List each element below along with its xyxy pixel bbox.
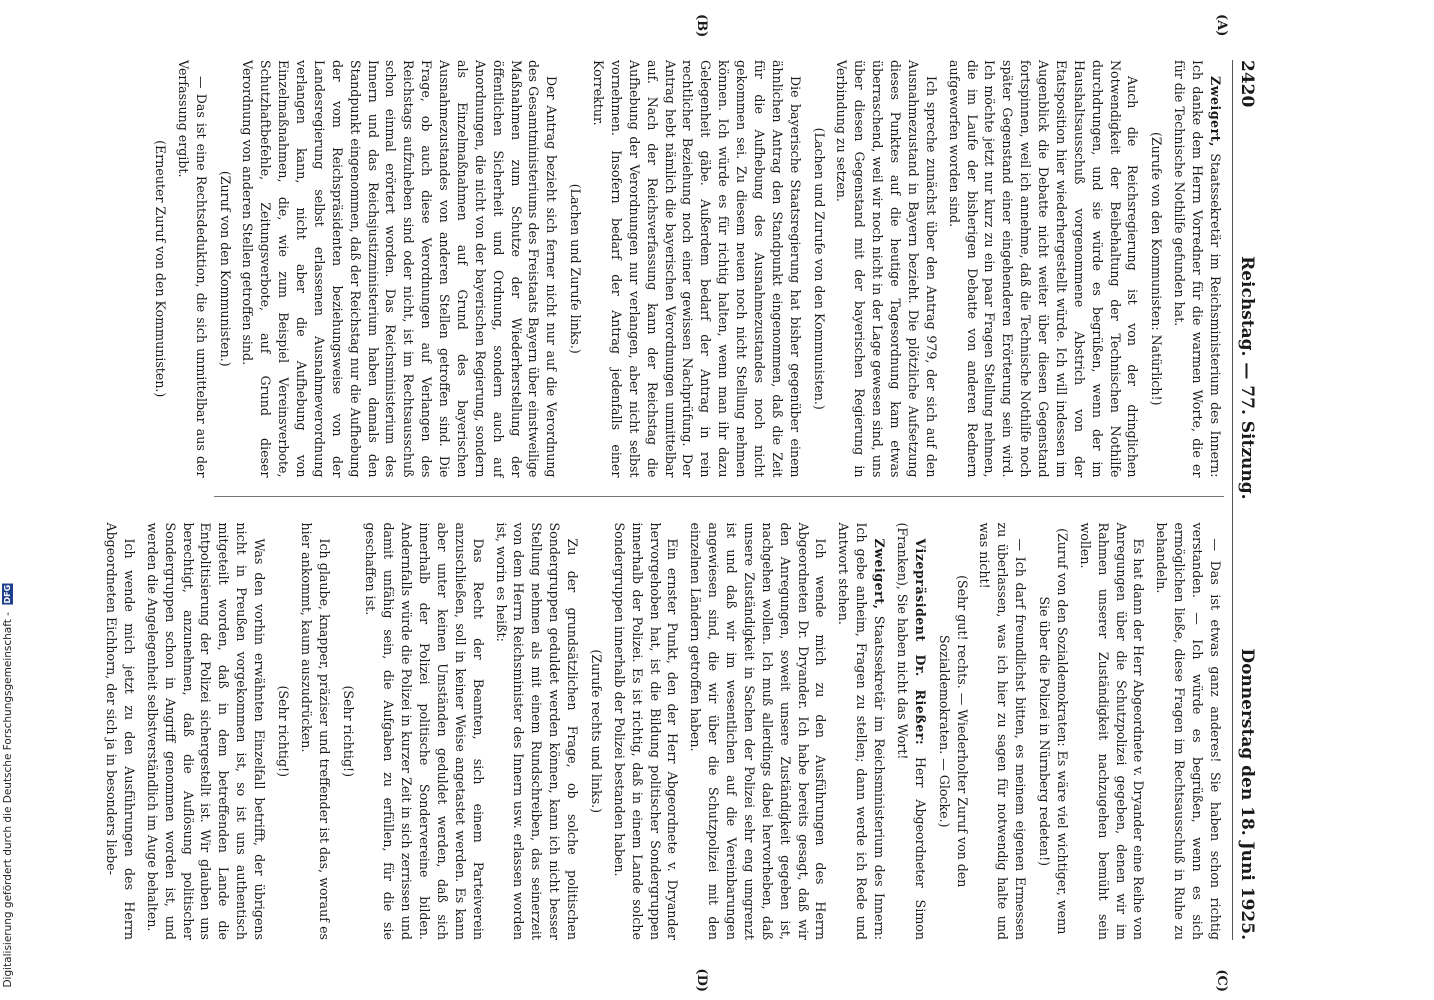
speaker-name: Zweigert, <box>1208 76 1223 147</box>
paragraph-text: (Lachen und Zurufe links.) <box>568 183 584 354</box>
credit-text: Digitalisierung gefördert durch die Deutsche Forschungsgemeinschaft - <box>2 612 14 988</box>
paragraph-text: (Lachen und Zurufe von den Kommunisten.) <box>811 127 827 410</box>
session-date: Donnerstag den 18. Juni 1925. <box>1237 648 1257 940</box>
interjection <box>935 523 971 941</box>
dfg-logo: DFG <box>3 585 12 605</box>
paragraph-text: Das Recht der Beamten, sich einem Parteiverein anzuschließen, soll in keiner Weise angetastet werden. Es kann aber unter keinen Umständen geduldet werden, daß sich innerhalb der Polizei politische Sondervereine bilden. Andernfalls würde die Polizei in kurzer Zeit in sich zerrissen und damit unfähig sein, die Aufgaben zu erfüllen, für die sie geschaffen ist. <box>363 522 486 940</box>
speaker-name: Vizepräsident Dr. Rießer: <box>912 538 928 746</box>
speech-paragraph <box>1170 60 1224 478</box>
margin-marker-b: (B) <box>694 14 709 38</box>
body-paragraph <box>362 523 487 941</box>
interjection <box>566 60 584 478</box>
paragraph-text: Ich wende mich zu den Ausführungen des Herrn Abgeordneten Dr. Dryander. Ich habe bereits gesagt, daß wir den Anregungen, soweit unsere Zuständigkeit gegeben ist, nachgehen wollen. Ich muß allerdings dabei hervorheben, daß unsere Zuständigkeit in Sachen der Polizei sehr eng umgrenzt ist und daß wir im wesentlichen auf die Vereinbarungen angewiesen sind, die wir über die Schutzpolizei mit den einzelnen Ländern getroffen haben. <box>688 522 829 940</box>
paragraph-text: (Sehr gut! rechts. — Wiederholter Zuruf von den Sozialdemokraten. — Glocke.) <box>936 575 970 888</box>
body-paragraph <box>610 523 682 941</box>
paragraph-text: Ich spreche zunächst über den Antrag 979, der sich auf den Ausnahmezustand in Bayern bezieht. Die plötzliche Aufsetzung dieses Punktes auf die heutige Tagesordnung kam etwas überraschend, weil wir noch nicht in der Lage gewesen sind, uns über diesen Gegenstand mit der bayerischen Regierung in Verbindung zu setzen. <box>834 60 939 478</box>
speech-paragraph <box>835 523 889 941</box>
body-paragraph <box>492 523 581 941</box>
body-paragraph <box>976 523 1030 941</box>
paragraph-text: (Sehr richtig!) <box>340 685 356 777</box>
speech-paragraph <box>893 523 929 941</box>
interjection <box>1035 523 1071 941</box>
digitization-credit <box>0 0 18 1000</box>
paragraph-text: Was den vorhin erwähnten Einzelfall betrifft, der übrigens nicht in Preußen vorgekommen ist, so ist uns authentisch mitgeteilt worden, daß in dem betreffenden Lande die Entpolitisierung der Polizei sichergestellt ist. Wir glauben uns berechtigt, anzunehmen, daß die Auflösung politischer Sondergruppen schon in Angriff genommen worden ist, und werden die Angelegenheit selbstverständlich im Auge behalten. <box>144 522 268 940</box>
paragraph-text: Staatssekretär im Reichsministerium des Innern: Ich danke dem Herrn Vorredner für die warmen Worte, die er für die Technische Nothilfe gefunden hat. <box>1172 60 1223 478</box>
paragraph-text: Auch die Reichsregierung ist von der dringlichen Notwendigkeit der Beibehaltung der Technischen Nothilfe durchdrungen, und sie würde es begrüßen, wenn der im Haushaltsausschuß vorgenommene Abstrich von der Etatsposition hier wiederhergestellt würde. Ich will indessen im Augenblick die Debatte nicht weiter über diesen Gegenstand fortspinnen, weil ich annehme, daß die Technische Nothilfe noch später Gegenstand einer eingehenderen Erörterung sein wird. Ich möchte jetzt nur kurz zu ein paar Fragen Stellung nehmen, die im Laufe der bisherigen Debatte von anderen Rednern aufgeworfen worden sind. <box>946 60 1141 478</box>
speaker-name: Zweigert, <box>872 538 888 610</box>
interjection <box>339 523 357 941</box>
scanned-page <box>104 0 1327 1000</box>
body-paragraph <box>687 523 830 941</box>
paragraph-text: (Zurufe rechts und links.) <box>589 649 604 814</box>
session-title: Reichstag. — 77. Sitzung. <box>1237 256 1257 500</box>
paragraph-text: Ein ernster Punkt, den der Herr Abgeordnete v. Dryander hervorgehoben hat, ist die Bildung politischer Sondergruppen innerhalb der Polizei. Es ist richtig, daß in einem Lande solche Sondergruppen innerhalb der Polizei bestanden haben. <box>611 522 681 940</box>
interjection <box>587 523 605 941</box>
paragraph-text: — Das ist eine Rechtsdeduktion, die sich unmittelbar aus der Verfassung ergibt. <box>175 60 209 478</box>
body-paragraph <box>174 60 210 478</box>
page-header <box>1232 60 1257 940</box>
margin-marker-c: (C) <box>1214 969 1229 992</box>
interjection <box>810 60 828 478</box>
paragraph-text: Es hat dann der Herr Abgeordnete v. Dryander eine Reihe von Anregungen über die Schutzpolizei gegeben, denen wir im Rahmen unserer Zuständigkeit nachzugehen bemüht sein wollen. <box>1077 522 1147 940</box>
body-paragraph <box>589 60 804 478</box>
paragraph-text: Die bayerische Staatsregierung hat bisher gegenüber einem ähnlichen Antrag den Standpunkt eingenommen, daß die Zeit für die Aufhebung des Ausnahmezustandes noch nicht gekommen sei. Zu diesem neuen noch nicht Stellung nehmen können. Ich würde es für richtig halten, wenn man ihr dazu Gelegenheit gäbe. Außerdem bedarf der Antrag in rein rechtlicher Beziehung noch einer gewissen Nachprüfung. Der Antrag hebt nämlich die bayerischen Verordnungen unmittelbar auf. Nach der Reichsverfassung kann der Reichstag die Aufhebung der Verordnungen nur verlangen, aber nicht selbst vornehmen. Insofern bedarf der Antrag jedenfalls einer Korrektur. <box>591 60 803 478</box>
body-paragraph <box>1153 523 1225 941</box>
interjection <box>274 523 292 941</box>
right-column <box>104 522 1224 941</box>
page-number: 2420 <box>1237 60 1257 108</box>
interjection <box>151 60 169 478</box>
body-paragraph <box>102 523 138 941</box>
paragraph-text: Staatssekretär im Reichsministerium des Innern: Ich gebe anheim, Fragen zu stellen; dann werde ich Rede und Antwort stehen. <box>836 522 888 940</box>
paragraph-text: — Ich darf freundlichst bitten, es meinem eigenen Ermessen zu überlassen, was ich hier zu sagen für notwendig halte und was nicht! <box>977 522 1029 940</box>
body-paragraph <box>143 523 268 941</box>
paragraph-text: Ich wende mich jetzt zu den Ausführungen des Herrn Abgeordneten Eichhorn, der sich ja in besonders liebe- <box>104 522 137 940</box>
interjection <box>1148 60 1166 478</box>
paragraph-text: Herr Abgeordneter Simon (Franken), Sie haben nicht das Wort! <box>895 522 928 940</box>
margin-marker-d: (D) <box>694 968 709 992</box>
paragraph-text: (Zuruf von den Kommunisten.) <box>217 170 233 367</box>
paragraph-text: Zu der grundsätzlichen Frage, ob solche politischen Sondergruppen geduldet werden können, kann ich nicht besser Stellung nehmen als mit einem Rundschreiben, das seinerzeit von dem Herrn Reichsminister des Innern usw. erlassen worden ist, worin es heißt: <box>493 522 581 940</box>
body-paragraph <box>1076 523 1148 941</box>
paragraph-text: — Das ist etwas ganz anderes! Sie haben schon richtig verstanden. — Ich würde es begrüßen, wenn es sich ermöglichen ließe, diese Fragen im Rechtsausschuß in Ruhe zu behandeln. <box>1154 522 1223 940</box>
paragraph-text: (Sehr richtig!) <box>276 685 291 777</box>
paragraph-text: Der Antrag bezieht sich ferner nicht nur auf die Verordnung des Gesamtministeriums des Freistaats Bayern über einstweilige Maßnahmen zum Schutze der Wiederherstellung der öffentlichen Sicherheit und Ordnung, sondern auch auf Anordnungen, die nicht von der bayerischen Regierung, sondern als Einzelmaßnahmen auf Grund des bayerischen Ausnahmezustandes von anderen Stellen getroffen sind. Die Frage, ob auch diese Verordnungen auf Verlangen des Reichstags aufzuheben sind oder nicht, ist im Rechtsausschuß schon einmal erörtert worden. Das Reichsministerium des Innern und das Reichsjustizministerium haben damals den Standpunkt eingenommen, daß der Reichstag nur die Aufhebung der vom Reichspräsidenten beziehungsweise von der Landesregierung selbst erlassenen Ausnahmeverordnung verlangen kann, nicht aber die Aufhebung von Einzelmaßnahmen, die, wie zum Beispiel Vereinsverbote, Schutzhaftbefehle, Zeitungsverbote, auf Grund dieser Verordnung von anderen Stellen getroffen sind. <box>240 60 560 478</box>
body-paragraph <box>833 60 940 478</box>
body-paragraph <box>945 60 1142 478</box>
body-paragraph <box>297 523 333 941</box>
paragraph-text: (Zurufe von den Kommunisten: Natürlich!) <box>1149 132 1165 406</box>
margin-marker-a: (A) <box>1214 14 1229 37</box>
paragraph-text: Ich glaube, knapper, präziser und treffender ist das, worauf es hier ankommt, kaum auszudrücken. <box>298 522 332 940</box>
paragraph-text: (Erneuter Zuruf von den Kommunisten.) <box>153 140 168 398</box>
interjection <box>216 60 234 478</box>
body-paragraph <box>239 60 561 478</box>
paragraph-text: (Zuruf von den Sozialdemokraten: Es wäre viel wichtiger, wenn Sie über die Polizei in Nürnberg redeten!) <box>1037 528 1070 935</box>
left-column <box>153 60 1224 497</box>
